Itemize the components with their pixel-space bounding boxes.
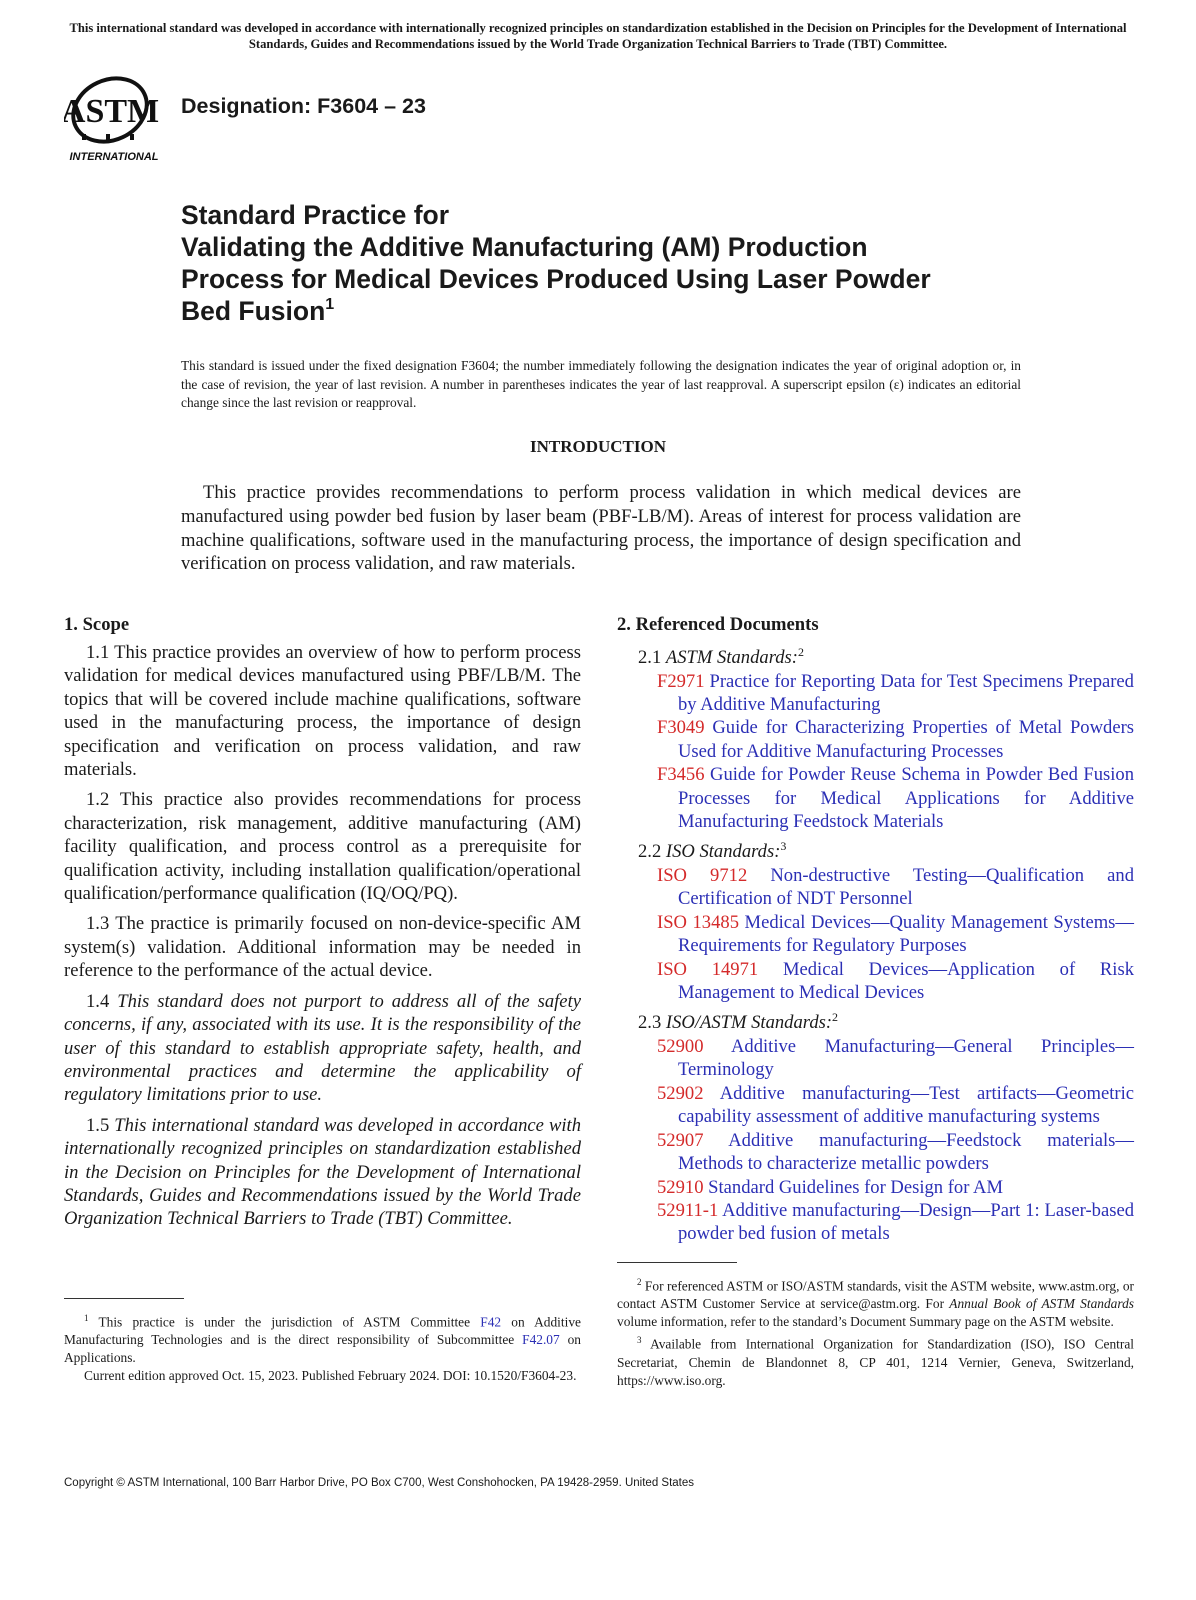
- ref-item[interactable]: 52902 Additive manufacturing—Test artifacts—Geometric capability assessment of additive manufacturing systems: [657, 1082, 1134, 1128]
- ref-item[interactable]: 52910 Standard Guidelines for Design for AM: [657, 1176, 1004, 1198]
- iso-astm-standards-heading: 2.3 ISO/ASTM Standards:$^2$: [638, 1010, 839, 1034]
- referenced-documents-column: [617, 614, 1134, 1246]
- title-line-2: Validating the Additive Manufacturing (AM) Production: [181, 232, 868, 262]
- svg-text:INTERNATIONAL: INTERNATIONAL: [69, 151, 159, 163]
- copyright-notice: Copyright © ASTM International, 100 Barr Harbor Drive, PO Box C700, West Conshohocken, PA 19428-2959. United States: [64, 1477, 695, 1489]
- scope-heading: 1. Scope: [64, 614, 130, 635]
- svg-text:ASTM: ASTM: [64, 93, 160, 130]
- title-line-3: Process for Medical Devices Produced Using Laser Powder: [181, 264, 931, 294]
- ref-item[interactable]: ISO 13485 Medical Devices—Quality Management Systems—Requirements for Regulatory Purposes: [657, 911, 1135, 957]
- ref-item[interactable]: ISO 14971 Medical Devices—Application of Risk Management to Medical Devices: [657, 958, 1135, 1004]
- ref-item[interactable]: 52911-1 Additive manufacturing—Design—Part 1: Laser-based powder bed fusion of metals: [657, 1199, 1134, 1245]
- scope-1-5: 1.5 This international standard was developed in accordance with internationally recognized principles on standardization established in the Decision on Principles for the Development of International Standards, Guides and Recommendations issued by the World Trade Organization Technical Barriers to Trade (TBT) Committee.: [64, 1114, 581, 1230]
- title-line-4: Bed Fusion$^1$: [181, 296, 335, 326]
- footnote-2: $^2$ For referenced ASTM or ISO/ASTM standards, visit the ASTM website, www.astm.org, or contact ASTM Customer Service at service@astm.org. For Annual Book of ASTM Standards volume information, refer to the standard’s Document Summary page on the ASTM website.: [617, 1277, 1135, 1330]
- astm-logo: [64, 70, 174, 166]
- footnote-divider-right: [617, 1262, 737, 1263]
- ref-item[interactable]: 52900 Additive Manufacturing—General Principles—Terminology: [657, 1036, 1134, 1081]
- title-line-1: Standard Practice for: [181, 200, 450, 230]
- scope-1-4: 1.4 This standard does not purport to address all of the safety concerns, if any, associated with its use. It is the responsibility of the user of this standard to establish appropriate safety, health, and environmental practices and determine the applicability of regulatory limitations prior to use.: [64, 990, 581, 1106]
- astm-standards-heading: 2.1 ASTM Standards:$^2$: [638, 645, 804, 669]
- introduction-text: This practice provides recommendations to perform process validation in which medical devices are manufactured using powder bed fusion by laser beam (PBF-LB/M). Areas of interest for process validation are machine qualifications, software used in the manufacturing process, the importance of design specification and verification on process validation, and raw materials.: [181, 482, 1021, 575]
- title-footnote-mark: 1: [325, 296, 335, 313]
- iso-standards-heading: 2.2 ISO Standards:$^3$: [638, 839, 787, 863]
- ref-item[interactable]: F3456 Guide for Powder Reuse Schema in Powder Bed Fusion Processes for Medical Applications for Additive Manufacturing Feedstock Materials: [657, 764, 1134, 833]
- scope-column: [64, 614, 581, 1238]
- ref-item[interactable]: ISO 9712 Non-destructive Testing—Qualification and Certification of NDT Personnel: [657, 865, 1134, 910]
- ref-item[interactable]: F3049 Guide for Characterizing Properties of Metal Powders Used for Additive Manufacturing Processes: [657, 717, 1134, 762]
- committee-link[interactable]: F42: [480, 1314, 502, 1330]
- designation: Designation: F3604 – 23: [181, 94, 426, 118]
- document-title: [181, 199, 1061, 327]
- referenced-documents-heading: 2. Referenced Documents: [617, 614, 819, 635]
- ref-item[interactable]: F2971 Practice for Reporting Data for Test Specimens Prepared by Additive Manufacturing: [657, 670, 1134, 715]
- issuance-note: This standard is issued under the fixed designation F3604; the number immediately following the designation indicates the year of original adoption or, in the case of revision, the year of last revision. A number in parentheses indicates the year of last reapproval. A superscript epsilon (ε) indicates an editorial change since the last revision or reapproval.: [181, 358, 1021, 410]
- footnote-3: $^3$ Available from International Organization for Standardization (ISO), ISO Central Secretariat, Chemin de Blandonnet 8, CP 401, 1214 Vernier, Geneva, Switzerland, https://www.iso.org.: [617, 1335, 1135, 1388]
- footnote-1: $^1$ This practice is under the jurisdiction of ASTM Committee F42 on Additive Manufacturing Technologies and is the direct responsibility of Subcommittee F42.07 on Applications. Current edition approved Oct. 15, 2023. Published February 2024. DOI: 10.1520/F3604-23.: [64, 1313, 581, 1384]
- footnote-divider-left: [64, 1298, 184, 1299]
- scope-1-3: 1.3 The practice is primarily focused on non-device-specific AM system(s) validation. Additional information may be needed in reference to the performance of the actual device.: [64, 913, 581, 982]
- edition-note: Current edition approved Oct. 15, 2023. Published February 2024. DOI: 10.1520/F3604-23.: [84, 1368, 577, 1384]
- wto-notice: This international standard was developed in accordance with internationally recognized principles on standardization established in the Decision on Principles for the Development of International Standards, Guides and Recommendations issued by the World Trade Organization Technical Barriers to Trade (TBT) Committee.: [69, 21, 1127, 51]
- footnotes-right: [617, 1273, 1134, 1390]
- scope-1-2: 1.2 This practice also provides recommendations for process characterization, risk management, additive manufacturing (AM) facility qualification, and process control as a prerequisite for qualification activity, including installation qualification/operational qualification/performance qualification (IQ/OQ/PQ).: [64, 789, 581, 905]
- ref-item[interactable]: 52907 Additive manufacturing—Feedstock materials—Methods to characterize metallic powders: [657, 1129, 1134, 1175]
- scope-1-1: 1.1 This practice provides an overview of how to perform process validation for medical devices manufactured using PBF/LB/M. The topics that will be covered include machine qualifications, software used in the manufacturing process, the importance of design specification and verification on process validation, and raw materials.: [64, 642, 581, 781]
- introduction-heading: INTRODUCTION: [529, 437, 667, 456]
- subcommittee-link[interactable]: F42.07: [522, 1332, 560, 1348]
